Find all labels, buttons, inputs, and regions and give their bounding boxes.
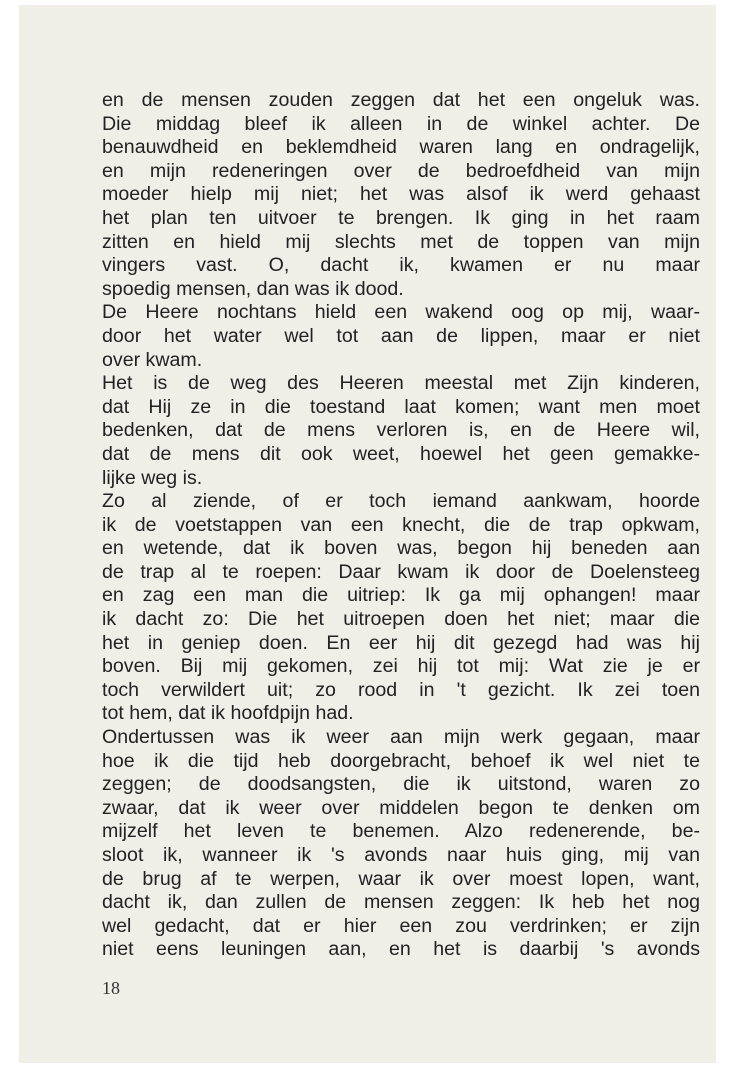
text-line: de trap al te roepen: Daar kwam ik door de Doelensteeg: [102, 560, 700, 583]
page-number: 18: [102, 978, 120, 998]
text-line: toch verwildert uit; zo rood in 't gezicht. Ik zei toen: [102, 678, 700, 701]
text-line: Zo al ziende, of er toch iemand aankwam, hoorde: [102, 490, 700, 513]
text-line: lijke weg is.: [102, 466, 203, 489]
text-line: benauwdheid en beklemdheid waren lang en ondragelijk,: [102, 136, 700, 159]
text-line: dacht ik, dan zullen de mensen zeggen: Ik heb het nog: [102, 891, 700, 914]
text-line: door het water wel tot aan de lippen, maar er niet: [102, 324, 700, 347]
text-line: niet eens leuningen aan, en het is daarbij 's avonds: [102, 938, 700, 961]
text-line: en de mensen zouden zeggen dat het een ongeluk was.: [102, 89, 700, 111]
text-line: Die middag bleef ik alleen in de winkel achter. De: [102, 112, 700, 135]
text-line: dat de mens dit ook weet, hoewel het geen gemakke-: [102, 442, 700, 465]
text-line: moeder hielp mij niet; het was alsof ik werd gehaast: [102, 183, 700, 206]
text-line: zeggen; de doodsangsten, die ik uitstond, waren zo: [102, 773, 700, 796]
text-line: en wetende, dat ik boven was, begon hij beneden aan: [102, 537, 700, 560]
text-line: ik de voetstappen van een knecht, die de trap opkwam,: [102, 513, 700, 536]
text-line: vingers vast. O, dacht ik, kwamen er nu maar: [102, 254, 700, 277]
text-line: dat Hij ze in die toestand laat komen; want men moet: [102, 395, 700, 418]
text-line: over kwam.: [102, 348, 203, 371]
text-line: de brug af te werpen, waar ik over moest lopen, want,: [102, 867, 700, 890]
text-line: bedenken, dat de mens verloren is, en de Heere wil,: [102, 419, 700, 442]
text-line: Het is de weg des Heeren meestal met Zijn kinderen,: [102, 372, 700, 395]
text-line: tot hem, dat ik hoofdpijn had.: [102, 702, 354, 725]
text-line: zitten en hield mij slechts met de toppen van mijn: [102, 230, 700, 253]
text-line: mijzelf het leven te benemen. Alzo redenerende, be-: [102, 820, 700, 843]
text-line: ik dacht zo: Die het uitroepen doen het niet; maar die: [102, 608, 700, 631]
text-line: het in geniep doen. En eer hij dit gezegd had was hij: [102, 631, 700, 654]
text-line: De Heere nochtans hield een wakend oog op mij, waar-: [102, 301, 700, 324]
text-line: boven. Bij mij gekomen, zei hij tot mij: Wat zie je er: [102, 655, 700, 678]
text-line: en zag een man die uitriep: Ik ga mij ophangen! maar: [102, 584, 700, 607]
text-line: het plan ten uitvoer te brengen. Ik ging in het raam: [102, 206, 700, 229]
text-line: Ondertussen was ik weer aan mijn werk gegaan, maar: [102, 726, 700, 749]
text-line: wel gedacht, dat er hier een zou verdrinken; er zijn: [102, 914, 700, 937]
text-line: zwaar, dat ik weer over middelen begon te denken om: [102, 796, 700, 819]
body-text: [102, 89, 700, 962]
text-line: en mijn redeneringen over de bedroefdheid van mijn: [102, 159, 700, 182]
book-page: [19, 5, 716, 1063]
text-line: hoe ik die tijd heb doorgebracht, behoef ik wel niet te: [102, 749, 700, 772]
text-line: sloot ik, wanneer ik 's avonds naar huis ging, mij van: [102, 844, 700, 866]
text-line: spoedig mensen, dan was ik dood.: [102, 277, 404, 300]
